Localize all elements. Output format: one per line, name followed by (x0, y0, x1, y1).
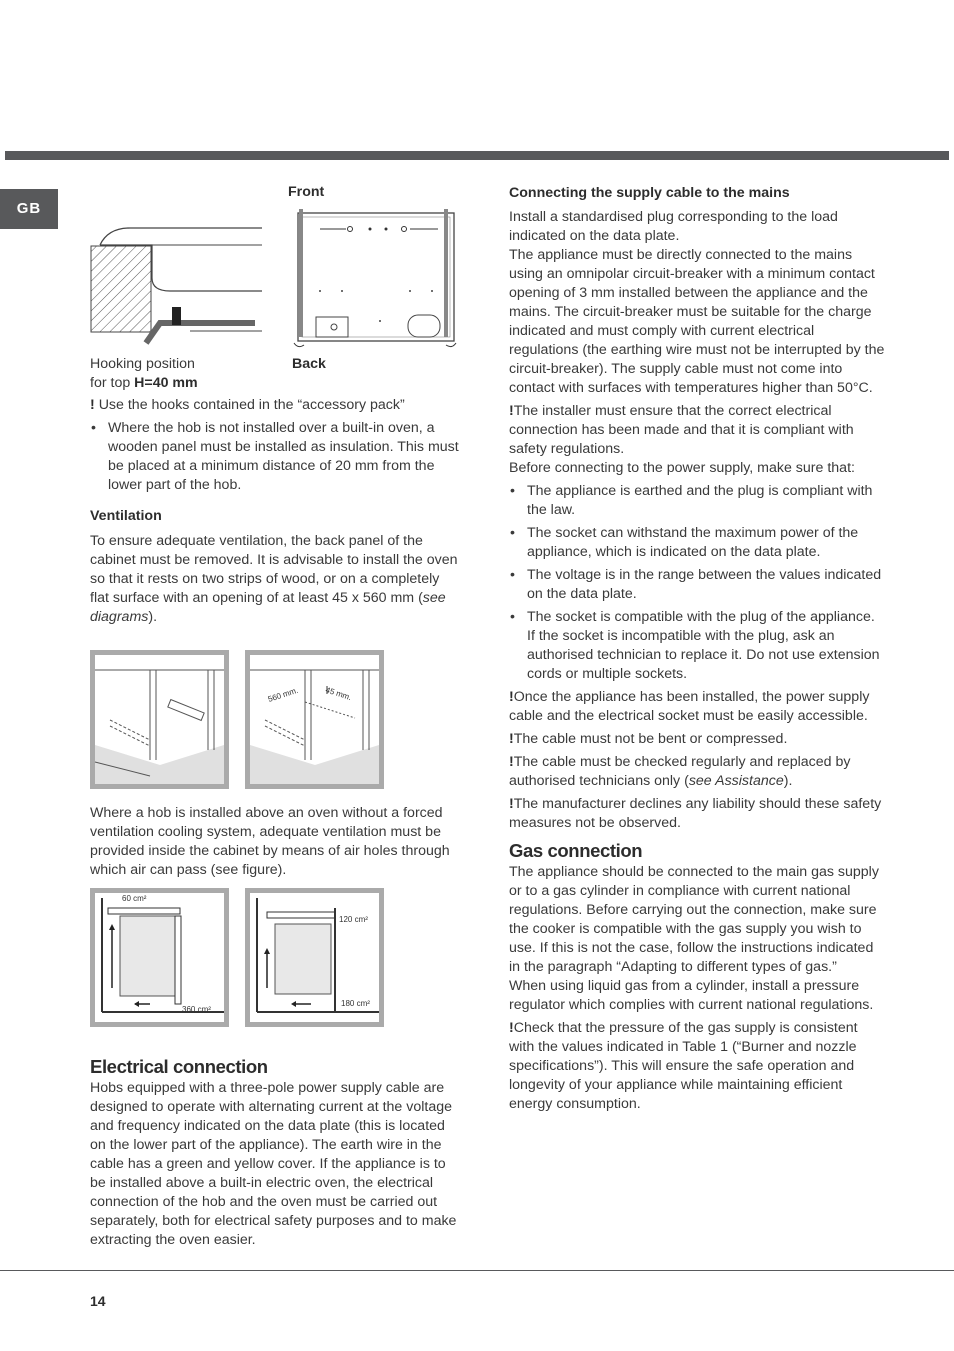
air-holes-diagram-1 (90, 888, 229, 1027)
supply-heading: Connecting the supply cable to the mains (509, 185, 790, 201)
footer-rule (0, 1270, 954, 1271)
list-item: • The voltage is in the range between the values indicated on the data plate. (509, 566, 885, 604)
wood-panel-list (90, 419, 462, 495)
note-accessible: !Once the appliance has been installed, the power supply cable and the electrical socket must be easily accessible. (509, 689, 870, 724)
front-label: Front (288, 184, 325, 200)
right-column (509, 184, 885, 1114)
vent-60-label: 60 cm² (122, 894, 147, 903)
electrical-heading: Electrical connection (90, 1056, 268, 1077)
supply-paragraph-1: Install a standardised plug corresponding to the load indicated on the data plate. (509, 209, 838, 244)
dim-45-label: 45 mm. (324, 685, 353, 703)
note-liability: !The manufacturer declines any liability should these safety measures not be observed. (509, 796, 882, 831)
note-installer: !The installer must ensure that the correct electrical connection has been made and that it is compliant with safety regulations. (509, 403, 854, 457)
ventilation-heading: Ventilation (90, 508, 162, 524)
hook-figure (90, 183, 462, 355)
hook-position-diagram (90, 183, 462, 355)
air-holes-diagrams (90, 888, 462, 1027)
cabinet-strips-diagram (90, 650, 229, 789)
header-bar (5, 151, 949, 160)
vent-120-label: 120 cm² (339, 915, 368, 924)
vent-360-label: 360 cm² (182, 1005, 211, 1014)
cabinet-opening-diagram (245, 650, 384, 789)
list-item: • The socket is compatible with the plug of the appliance. If the socket is incompatible with the plug, ask an authorised technician to replace it. Do not use extension cords or multiple sockets. (509, 608, 885, 684)
before-connecting: Before connecting to the power supply, make sure that: (509, 460, 855, 476)
list-item: • The appliance is earthed and the plug is compliant with the law. (509, 482, 885, 520)
back-label: Back (292, 356, 326, 372)
left-column (90, 183, 462, 1250)
air-holes-diagram-2 (245, 888, 384, 1027)
page-number: 14 (90, 1293, 106, 1309)
list-item: • Where the hob is not installed over a built-in oven, a wooden panel must be installed as insulation. This must be placed at a minimum distance of 20 mm from the lower part of the hob. (90, 419, 462, 495)
electrical-text: Hobs equipped with a three-pole power supply cable are designed to operate with alternating current at the voltage and frequency indicated on the data plate (this is located on the lower part of the appliance). The earth wire in the cable has a green and yellow cover. If the appliance is to be installed above a built-in electric oven, the electrical connection of the hob and the oven must be carried out separately, both for electrical safety purposes and to make extracting the oven easier. (90, 1080, 457, 1248)
note-bent: !The cable must not be bent or compressed. (509, 731, 788, 747)
hook-caption: Hooking position for top H=40 mm Back (90, 356, 326, 391)
gas-heading: Gas connection (509, 840, 643, 861)
gas-paragraph-2: When using liquid gas from a cylinder, install a pressure regulator which complies with current national regulations. (509, 978, 874, 1013)
forced-ventilation-text: Where a hob is installed above an oven without a forced ventilation cooling system, adequate ventilation must be provided inside the cabinet by means of air holes through which air can pass (see figure). (90, 805, 450, 878)
safety-checklist (509, 482, 885, 684)
note-hooks: ! Use the hooks contained in the “accessory pack” (90, 397, 405, 413)
gas-paragraph-1: The appliance should be connected to the main gas supply or to a gas cylinder in compliance with current national regulations. Before carrying out the connection, make sure the cooker is compatible with the gas supply you wish to use. If this is not the case, follow the instructions indicated in the paragraph “Adapting to different types of gas.” (509, 864, 879, 975)
ventilation-text: To ensure adequate ventilation, the back panel of the cabinet must be removed. It is advisable to install the oven so that it rests on two strips of wood, or on a completely flat surface with an opening of at least 45 x 560 mm (see diagrams). (90, 533, 458, 625)
language-tab: GB (0, 189, 58, 229)
note-pressure: !Check that the pressure of the gas supply is consistent with the values indicated in Table 1 (“Burner and nozzle specifications”). This will ensure the safe operation and longevity of your appliance while maintaining efficient energy consumption. (509, 1020, 858, 1112)
supply-paragraph-2: The appliance must be directly connected to the mains using an omnipolar circuit-breaker with a minimum contact opening of 3 mm installed between the appliance and the mains. The circuit-breaker must be suitable for the charge indicated and must comply with current electrical regulations (the earthing wire must not be interrupted by the circuit-breaker). The supply cable must not come into contact with surfaces with temperatures higher than 50°C. (509, 247, 885, 396)
vent-180-label: 180 cm² (341, 999, 370, 1008)
list-item: • The socket can withstand the maximum power of the appliance, which is indicated on the data plate. (509, 524, 885, 562)
note-checked: !The cable must be checked regularly and replaced by authorised technicians only (see Assistance). (509, 754, 851, 789)
ventilation-diagrams (90, 650, 462, 789)
dim-560-label: 560 mm. (266, 685, 300, 704)
